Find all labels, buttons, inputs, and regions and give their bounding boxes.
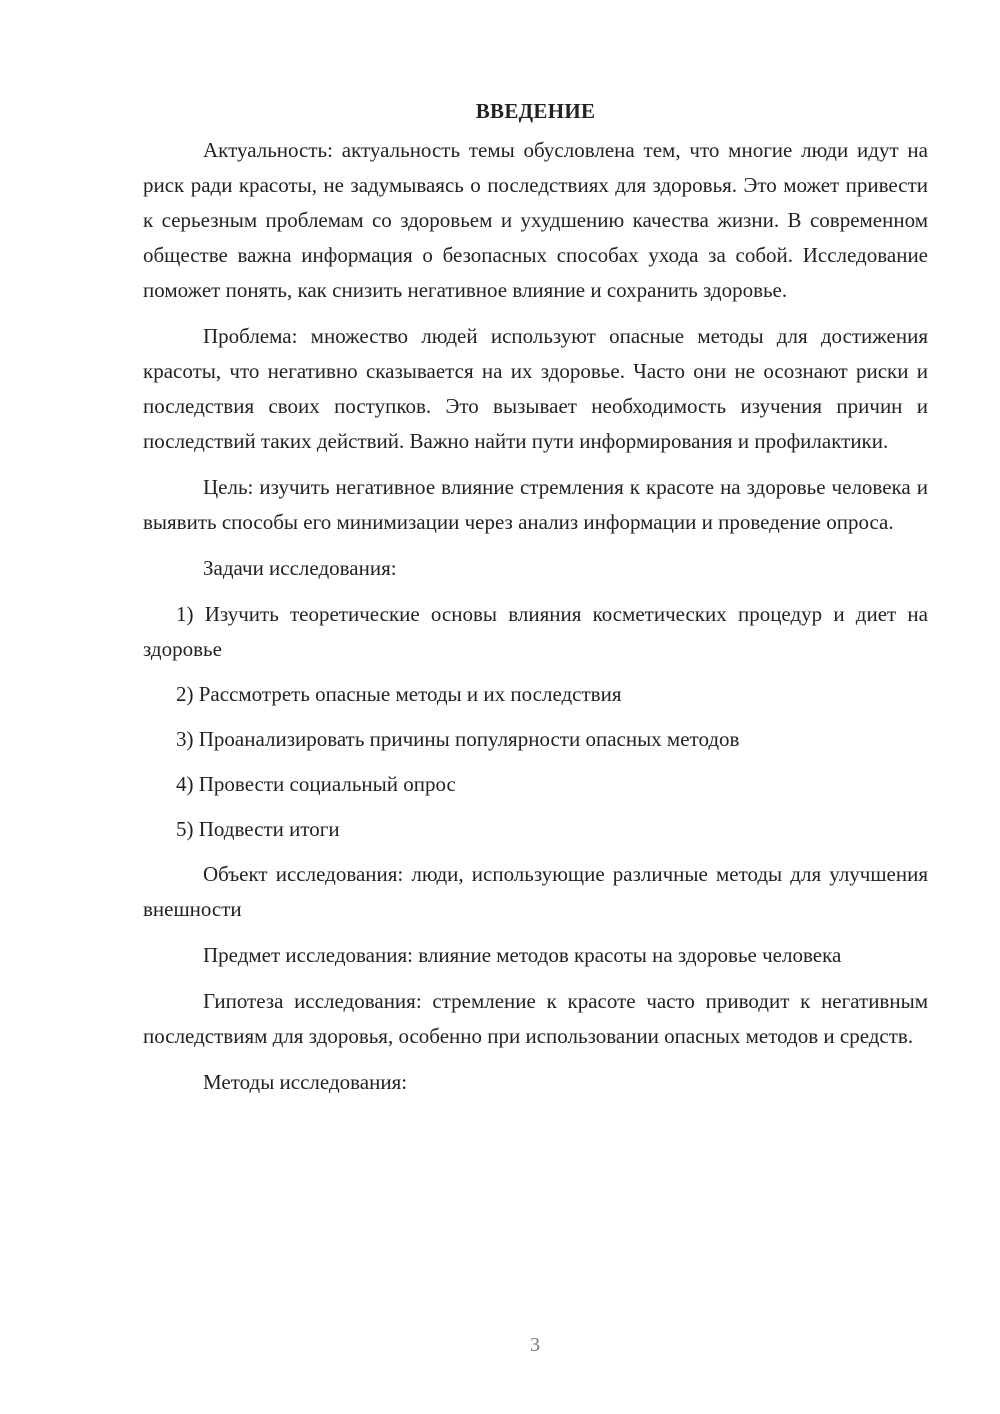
document-page [143, 96, 928, 1111]
tasks-title: Задачи исследования: [203, 556, 397, 580]
object-paragraph: Объект исследования: люди, использующие различные методы для улучшения внешности [143, 862, 928, 921]
page-number: 3 [530, 1334, 540, 1356]
problem-paragraph: Проблема: множество людей используют опасные методы для достижения красоты, что негативно сказывается на их здоровье. Часто они не осознают риски и последствия своих поступков. Это вызывает необходимость изучения причин и последствий таких действий. Важно найти пути информирования и профилактики. [143, 324, 928, 453]
task-item-2: 2) Рассмотреть опасные методы и их последствия [176, 682, 622, 706]
task-item-5: 5) Подвести итоги [176, 817, 340, 841]
subject-paragraph: Предмет исследования: влияние методов красоты на здоровье человека [203, 943, 842, 967]
relevance-paragraph: Актуальность: актуальность темы обусловлена тем, что многие люди идут на риск ради красоты, не задумываясь о последствиях для здоровья. Это может привести к серьезным проблемам со здоровьем и ухудшению качества жизни. В современном обществе важна информация о безопасных способах ухода за собой. Исследование поможет понять, как снизить негативное влияние и сохранить здоровье. [143, 138, 928, 302]
task-item-3: 3) Проанализировать причины популярности опасных методов [176, 727, 740, 751]
methods-title: Методы исследования: [203, 1070, 408, 1094]
hypothesis-paragraph: Гипотеза исследования: стремление к красоте часто приводит к негативным последствиям для здоровья, особенно при использовании опасных методов и средств. [143, 989, 928, 1048]
page-title: ВВЕДЕНИЕ [475, 99, 596, 123]
task-item-1: 1) Изучить теоретические основы влияния косметических процедур и диет на здоровье [143, 602, 928, 661]
task-item-4: 4) Провести социальный опрос [176, 772, 456, 796]
goal-paragraph: Цель: изучить негативное влияние стремления к красоте на здоровье человека и выявить способы его минимизации через анализ информации и проведение опроса. [143, 475, 928, 534]
